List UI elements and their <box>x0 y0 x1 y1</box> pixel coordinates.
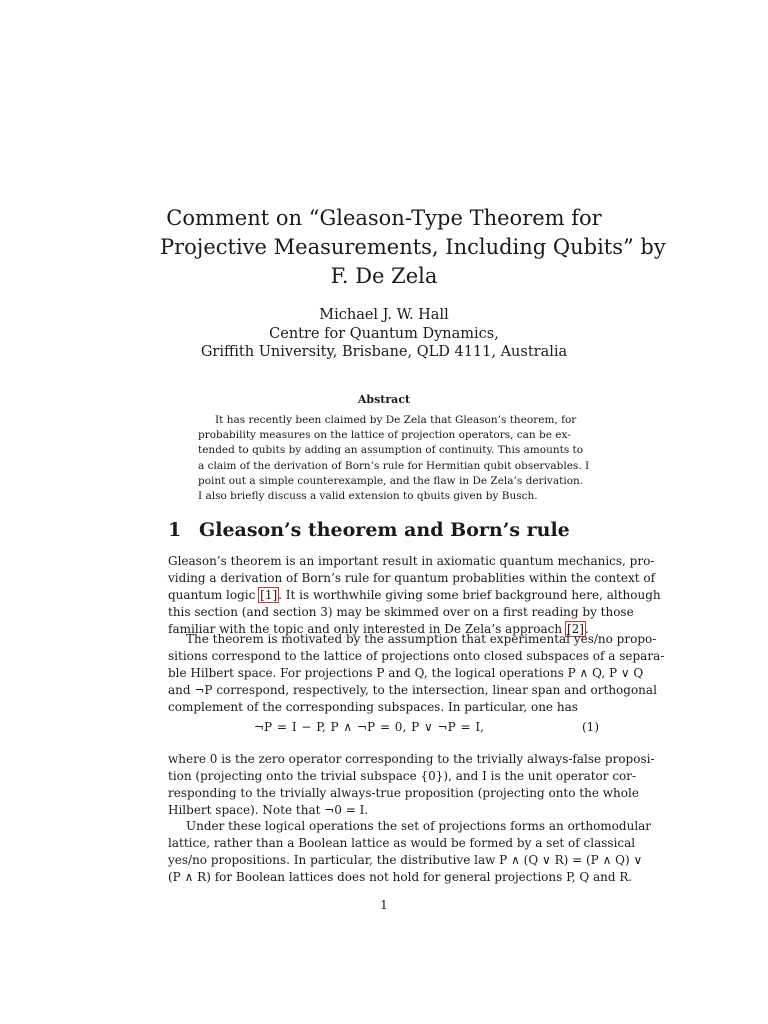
abstract-text <box>198 413 590 504</box>
abstract-line: point out a simple counterexample, and the flaw in De Zela’s derivation. <box>198 474 584 487</box>
section-heading <box>168 519 570 541</box>
paragraph <box>168 751 655 819</box>
paragraph-line: where 0 is the zero operator corresponding to the trivially always-false proposi- <box>168 752 655 766</box>
paragraph-line: lattice, rather than a Boolean lattice as would be formed by a set of classical <box>168 835 636 850</box>
paragraph-line: viding a derivation of Born’s rule for quantum probablities within the context of <box>168 570 656 585</box>
abstract-line: a claim of the derivation of Born’s rule for Hermitian qubit observables. I <box>198 459 590 472</box>
paragraph-line: Under these logical operations the set of projections forms an orthomodular <box>186 819 652 833</box>
text-run: . <box>584 621 589 636</box>
paragraph-line: sitions correspond to the lattice of projections onto closed subspaces of a separa- <box>168 648 665 663</box>
paragraph-line: The theorem is motivated by the assumption that experimental yes/no propo- <box>186 632 657 646</box>
paragraph <box>168 553 661 638</box>
page-number: 1 <box>380 898 388 912</box>
abstract-line: I also briefly discuss a valid extension to qbuits given by Busch. <box>198 490 538 503</box>
equation <box>168 720 599 740</box>
section-number: 1 <box>168 519 182 541</box>
title-line: Comment on “Gleason-Type Theorem for <box>166 206 602 230</box>
paragraph <box>168 818 652 886</box>
title-line: F. De Zela <box>330 264 438 288</box>
paragraph <box>168 631 665 716</box>
text-run: familiar with the topic and only interested in De Zela’s approach <box>168 621 566 636</box>
paragraph-line: complement of the corresponding subspaces. In particular, one has <box>168 699 578 714</box>
abstract-heading: Abstract <box>357 393 411 406</box>
paper-title <box>160 204 666 291</box>
text-run: . It is worthwhile giving some brief background here, although <box>278 587 661 602</box>
author-block <box>160 306 608 362</box>
equation-number: (1) <box>582 720 599 734</box>
paragraph-line: (P ∧ R) for Boolean lattices does not hold for general projections P, Q and R. <box>168 869 633 884</box>
paragraph-line: yes/no propositions. In particular, the distributive law P ∧ (Q ∨ R) = (P ∧ Q) ∨ <box>168 852 643 867</box>
paragraph-line: tion (projecting onto the trivial subspace {0}), and I is the unit operator cor- <box>168 768 637 783</box>
paragraph-line: and ¬P correspond, respectively, to the intersection, linear span and orthogonal <box>168 682 657 697</box>
author-affiliation: Griffith University, Brisbane, QLD 4111, Australia <box>200 344 568 360</box>
paragraph-line: this section (and section 3) may be skimmed over on a first reading by those <box>168 604 634 619</box>
citation-link[interactable]: [1] <box>260 587 278 602</box>
paragraph-line: ble Hilbert space. For projections P and Q, the logical operations P ∧ Q, P ∨ Q <box>168 665 644 680</box>
abstract-line: It has recently been claimed by De Zela that Gleason’s theorem, for <box>215 414 577 426</box>
equation-expression: ¬P = I − P, P ∧ ¬P = 0, P ∨ ¬P = I, <box>254 720 484 734</box>
author-affiliation: Centre for Quantum Dynamics, <box>269 325 499 342</box>
abstract-line: probability measures on the lattice of projection operators, can be ex- <box>198 429 571 442</box>
paragraph-line: Hilbert space). Note that ¬0 = I. <box>168 802 369 817</box>
title-line: Projective Measurements, Including Qubits” by <box>160 235 666 259</box>
author-name: Michael J. W. Hall <box>319 307 449 323</box>
paragraph-line: Gleason’s theorem is an important result in axiomatic quantum mechanics, pro- <box>168 554 655 568</box>
section-title: Gleason’s theorem and Born’s rule <box>199 519 570 541</box>
citation-link[interactable]: [2] <box>566 621 584 636</box>
abstract-line: tended to qubits by adding an assumption of continuity. This amounts to <box>198 444 584 457</box>
paragraph-line: responding to the trivially always-true proposition (projecting onto the whole <box>168 785 639 800</box>
paragraph-line <box>168 587 661 604</box>
text-run: quantum logic <box>168 587 260 602</box>
